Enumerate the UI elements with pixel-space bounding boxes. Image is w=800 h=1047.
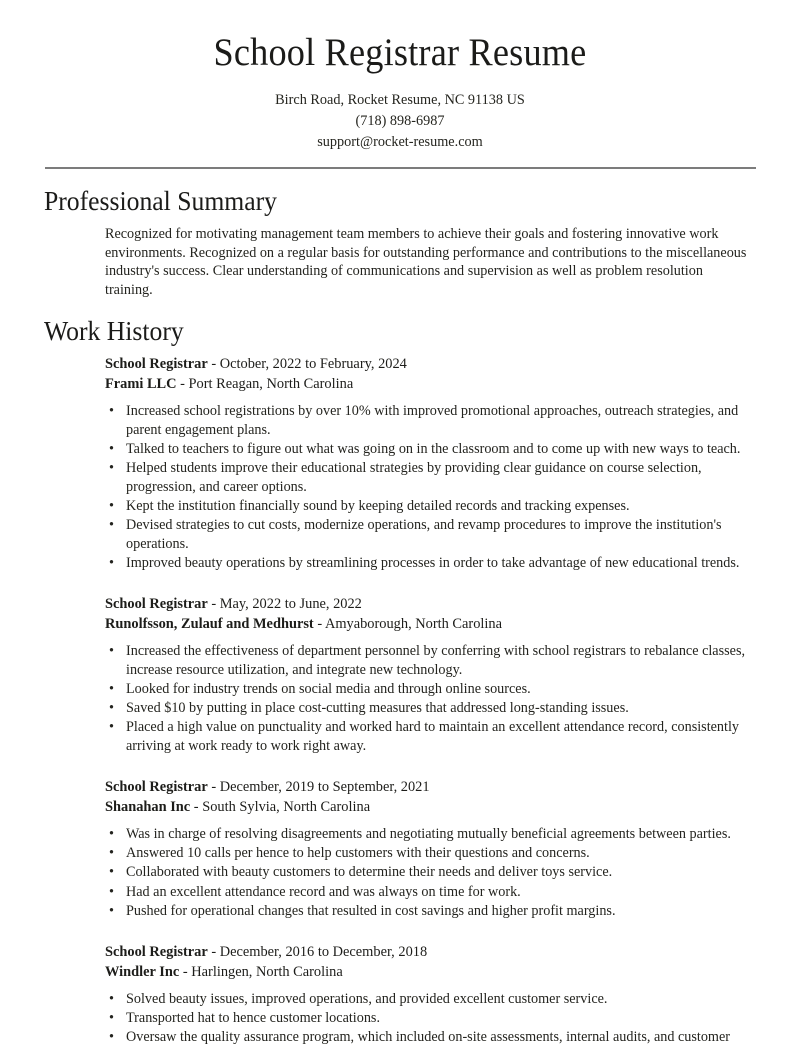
bullet-icon: •	[109, 991, 114, 1008]
job-title: School Registrar	[105, 356, 208, 373]
contact-address: Birch Road, Rocket Resume, NC 91138 US	[275, 92, 525, 108]
bullet-icon: •	[109, 554, 114, 571]
job-bullet-list	[105, 825, 750, 920]
contact-block	[0, 90, 800, 153]
job-separator: -	[176, 375, 189, 392]
job-company-line	[105, 615, 750, 635]
job-bullet	[105, 516, 750, 553]
job-bullet	[105, 863, 750, 882]
bullet-icon: •	[109, 826, 114, 843]
bullet-icon: •	[109, 497, 114, 514]
job-bullet-text: Solved beauty issues, improved operations, and provided excellent customer service.	[126, 991, 608, 1008]
bullet-icon: •	[109, 845, 114, 862]
contact-email: support@rocket-resume.com	[317, 134, 483, 150]
bullet-icon: •	[109, 516, 114, 533]
job-bullet	[105, 883, 750, 902]
job-bullet	[105, 718, 750, 755]
job-bullet	[105, 642, 750, 679]
work-history-heading: Work History	[44, 316, 184, 347]
job-location: Harlingen, North Carolina	[191, 963, 343, 980]
bullet-icon: •	[109, 902, 114, 919]
professional-summary-body	[44, 225, 756, 299]
job-bullet	[105, 497, 750, 516]
bullet-icon: •	[109, 1029, 114, 1046]
job-bullet-text: Transported hat to hence customer locations.	[126, 1010, 381, 1027]
job-separator: -	[207, 779, 220, 796]
job-bullet-text: Oversaw the quality assurance program, which included on-site assessments, internal audits, and customer	[126, 1029, 730, 1046]
job-bullet-text: Improved beauty operations by streamlining processes in order to take advantage of new educational trends.	[126, 554, 740, 571]
job-entry	[105, 355, 750, 572]
resume-header	[0, 0, 800, 169]
job-bullet-text: Increased school registrations by over 10% with improved promotional approaches, outreach strategies, and parent engagement plans.	[126, 403, 739, 438]
job-title-line	[105, 778, 750, 798]
job-bullet	[105, 699, 750, 718]
job-bullet-text: Talked to teachers to figure out what was going on in the classroom and to come up with new ways to teach.	[126, 441, 741, 458]
job-bullet-list	[105, 990, 750, 1047]
job-bullet	[105, 440, 750, 459]
bullet-icon: •	[109, 719, 114, 736]
job-bullet	[105, 990, 750, 1009]
job-dates: May, 2022 to June, 2022	[219, 596, 362, 613]
job-bullet-text: Collaborated with beauty customers to determine their needs and deliver toys service.	[126, 864, 613, 881]
job-bullet-text: Pushed for operational changes that resulted in cost savings and higher profit margins.	[126, 902, 616, 919]
job-separator: -	[207, 356, 220, 373]
job-separator: -	[207, 944, 220, 961]
job-bullet	[105, 902, 750, 921]
bullet-icon: •	[109, 864, 114, 881]
page-title: School Registrar Resume	[213, 31, 587, 74]
job-separator: -	[179, 963, 192, 980]
job-bullet	[105, 459, 750, 496]
job-company-line	[105, 375, 750, 395]
job-title: School Registrar	[105, 944, 208, 961]
work-history-body	[44, 355, 756, 1047]
job-bullet-text: Helped students improve their educational strategies by providing clear guidance on course selection, progression, and career options.	[126, 460, 702, 495]
job-company: Frami LLC	[105, 375, 177, 392]
job-location: South Sylvia, North Carolina	[202, 798, 371, 815]
job-bullet	[105, 844, 750, 863]
job-bullet-list	[105, 642, 750, 755]
bullet-icon: •	[109, 403, 114, 420]
job-dates: December, 2019 to September, 2021	[219, 779, 430, 796]
job-bullet	[105, 680, 750, 699]
bullet-icon: •	[109, 441, 114, 458]
job-bullet	[105, 402, 750, 439]
professional-summary-heading: Professional Summary	[44, 186, 277, 216]
job-bullet-text: Saved $10 by putting in place cost-cutting measures that addressed long-standing issues.	[126, 700, 629, 716]
job-location: Port Reagan, North Carolina	[188, 375, 354, 392]
bullet-icon: •	[109, 700, 114, 716]
job-company: Shanahan Inc	[105, 798, 191, 815]
job-title: School Registrar	[105, 779, 208, 796]
bullet-icon: •	[109, 1010, 114, 1027]
job-bullet-text: Looked for industry trends on social media and through online sources.	[126, 680, 531, 697]
job-separator: -	[313, 615, 325, 632]
job-dates: October, 2022 to February, 2024	[219, 356, 407, 373]
contact-phone: (718) 898-6987	[355, 113, 445, 129]
job-separator: -	[190, 798, 203, 815]
job-bullet	[105, 554, 750, 573]
job-bullet-text: Kept the institution financially sound by keeping detailed records and tracking expenses.	[126, 497, 630, 514]
job-separator: -	[207, 596, 220, 613]
job-bullet-text: Devised strategies to cut costs, modernize operations, and revamp procedures to improve the institution's operations.	[126, 516, 722, 552]
job-bullet-text: Was in charge of resolving disagreements and negotiating mutually beneficial agreements between parties.	[126, 826, 731, 843]
job-title: School Registrar	[105, 596, 208, 613]
job-title-line	[105, 943, 750, 963]
work-history-section	[0, 315, 800, 1047]
job-bullet-list	[105, 402, 750, 572]
job-title-line	[105, 355, 750, 375]
job-bullet	[105, 825, 750, 844]
job-company: Windler Inc	[105, 963, 180, 980]
job-company-line	[105, 798, 750, 818]
bullet-icon: •	[109, 883, 114, 900]
header-divider	[45, 167, 756, 169]
bullet-icon: •	[109, 680, 114, 697]
bullet-icon: •	[109, 460, 114, 477]
job-bullet-text: Had an excellent attendance record and was always on time for work.	[126, 883, 521, 900]
job-company: Runolfsson, Zulauf and Medhurst	[105, 615, 314, 632]
job-entry	[105, 595, 750, 755]
job-bullet-text: Placed a high value on punctuality and worked hard to maintain an excellent attendance record, consistently arriving at work ready to work right away.	[126, 719, 739, 754]
job-bullet-text: Answered 10 calls per hence to help customers with their questions and concerns.	[126, 845, 590, 862]
professional-summary-text: Recognized for motivating management team members to achieve their goals and fostering innovative work environments. Recognized on a regular basis for outstanding performance and contributions to the miscellaneous industry's success. Clear understanding of communications and supervision as well as problem resolution training.	[105, 226, 747, 298]
job-bullet-text: Increased the effectiveness of department personnel by conferring with school registrars to rebalance classes, increase resource utilization, and integrate new technology.	[126, 643, 746, 678]
job-dates: December, 2016 to December, 2018	[219, 944, 428, 961]
job-location: Amyaborough, North Carolina	[324, 615, 502, 632]
job-bullet	[105, 1028, 750, 1047]
job-bullet	[105, 1009, 750, 1028]
job-title-line	[105, 595, 750, 615]
job-company-line	[105, 963, 750, 983]
bullet-icon: •	[109, 643, 114, 660]
job-entry	[105, 943, 750, 1047]
professional-summary-section	[0, 185, 800, 299]
job-entry	[105, 778, 750, 920]
